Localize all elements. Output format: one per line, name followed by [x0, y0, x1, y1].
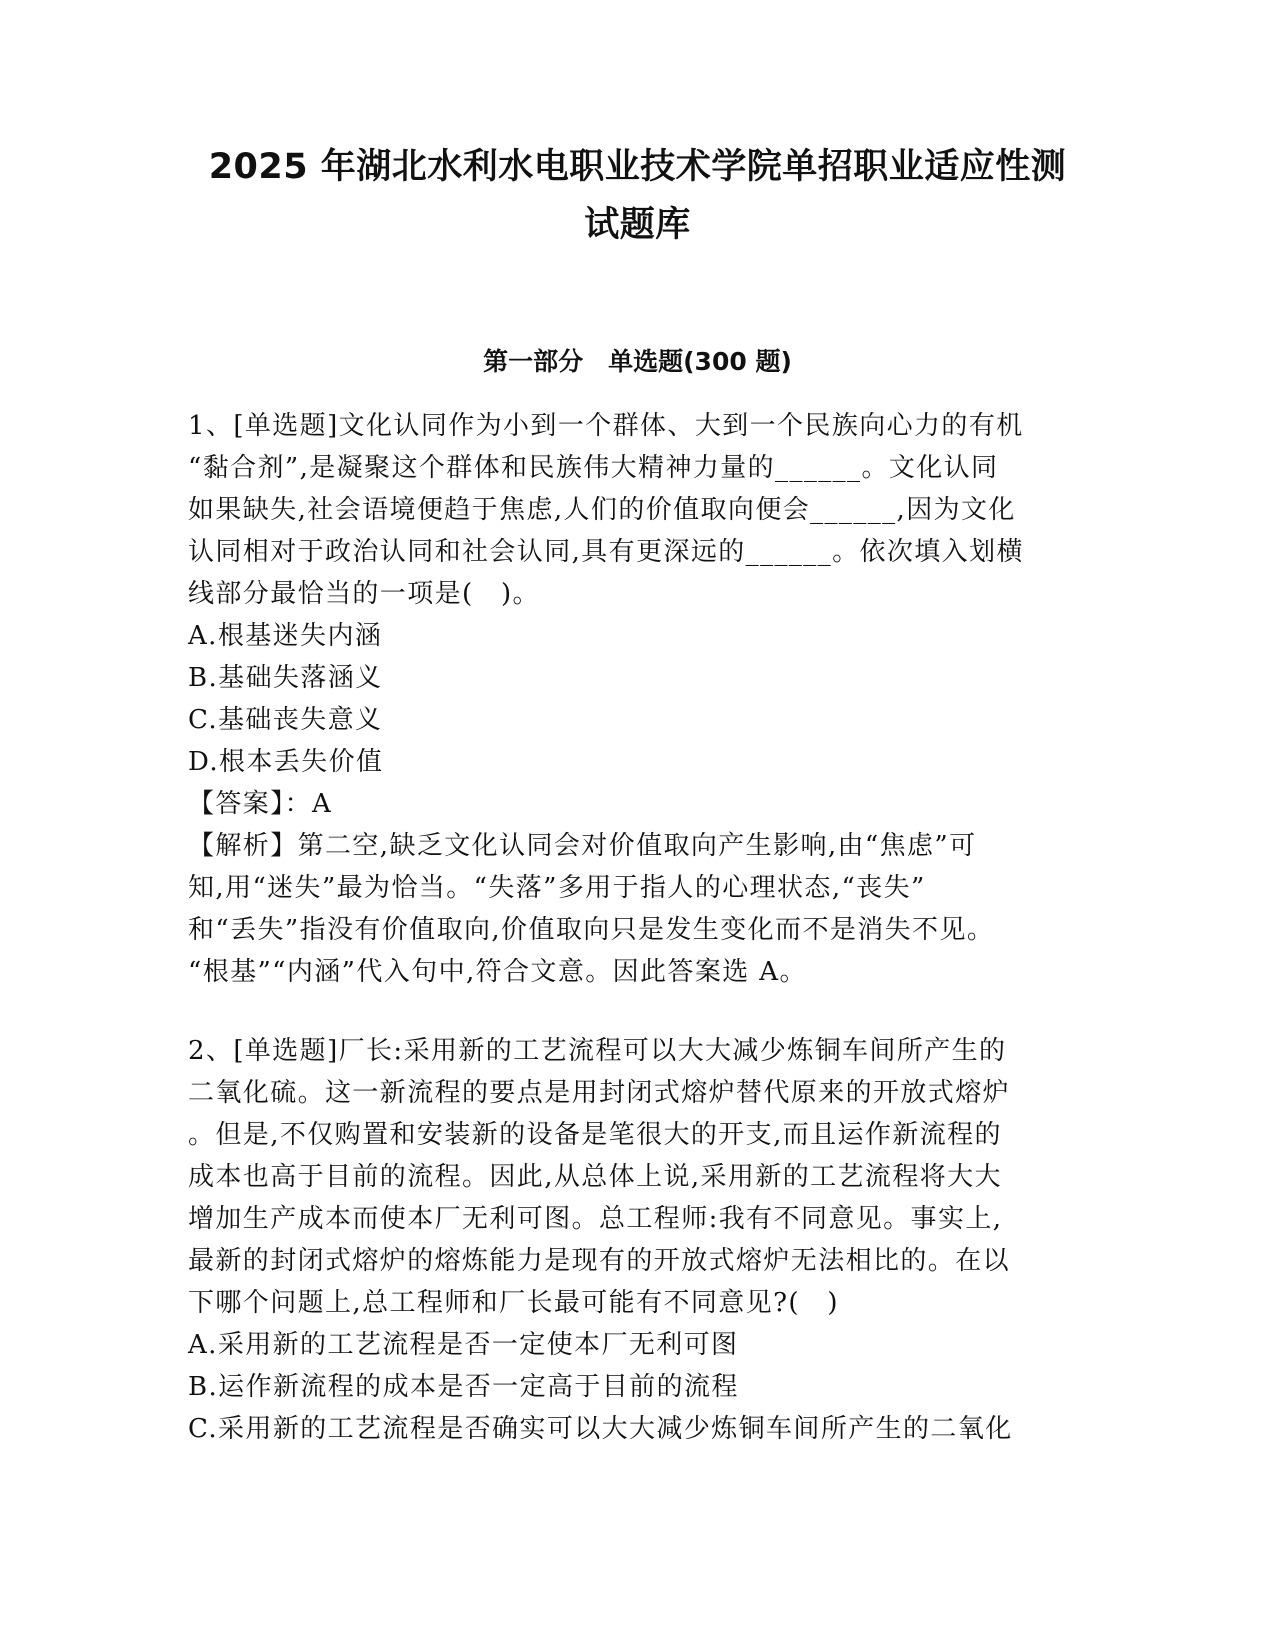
- question-1-analysis: [188, 825, 1073, 993]
- stem-line: “黏合剂”,是凝聚这个群体和民族伟大精神力量的______。文化认同: [188, 453, 999, 483]
- analysis-line: 和“丢失”指没有价值取向,价值取向只是发生变化而不是消失不见。: [188, 915, 995, 945]
- question-2-options: [188, 1324, 1073, 1450]
- stem-line: 下哪个问题上,总工程师和厂长最可能有不同意见?( ): [188, 1288, 839, 1318]
- option-b: B.基础失落涵义: [188, 663, 383, 693]
- stem-line: 认同相对于政治认同和社会认同,具有更深远的______。依次填入划横: [188, 537, 1024, 567]
- stem-line: 1、[单选题]文化认同作为小到一个群体、大到一个民族向心力的有机: [188, 411, 1024, 441]
- option-a: A.采用新的工艺流程是否一定使本厂无利可图: [188, 1330, 739, 1360]
- stem-line: 如果缺失,社会语境便趋于焦虑,人们的价值取向便会______,因为文化: [188, 495, 1016, 525]
- document-title: [150, 138, 1125, 254]
- title-line-2: 试题库: [584, 205, 691, 245]
- stem-line: 线部分最恰当的一项是( )。: [188, 579, 540, 609]
- option-d: D.根本丢失价值: [188, 747, 384, 777]
- option-b: B.运作新流程的成本是否一定高于目前的流程: [188, 1372, 739, 1402]
- stem-line: 增加生产成本而使本厂无利可图。总工程师:我有不同意见。事实上,: [188, 1204, 1003, 1234]
- question-1-answer: 【答案】：A: [188, 789, 333, 819]
- stem-line: 成本也高于目前的流程。因此,从总体上说,采用新的工艺流程将大大: [188, 1162, 1002, 1192]
- section-heading: 第一部分 单选题(300 题): [483, 347, 792, 376]
- question-2: [188, 1030, 1073, 1450]
- stem-line: 最新的封闭式熔炉的熔炼能力是现有的开放式熔炉无法相比的。在以: [188, 1246, 1011, 1276]
- question-1-options: [188, 615, 1073, 783]
- stem-line: 2、[单选题]厂长:采用新的工艺流程可以大大减少炼铜车间所产生的: [188, 1036, 1007, 1066]
- stem-line: 二氧化硫。这一新流程的要点是用封闭式熔炉替代原来的开放式熔炉: [188, 1078, 1011, 1108]
- analysis-line: 知,用“迷失”最为恰当。“失落”多用于指人的心理状态,“丧失”: [188, 873, 926, 903]
- question-2-stem: [188, 1030, 1073, 1324]
- analysis-line: “根基”“内涵”代入句中,符合文意。因此答案选 A。: [188, 957, 807, 987]
- stem-line: 。但是,不仅购置和安装新的设备是笔很大的开支,而且运作新流程的: [188, 1120, 1002, 1150]
- title-line-1: 2025 年湖北水利水电职业技术学院单招职业适应性测: [208, 147, 1067, 187]
- question-1: [188, 405, 1073, 993]
- analysis-line: 【解析】第二空,缺乏文化认同会对价值取向产生影响,由“焦虑”可: [188, 831, 977, 861]
- option-c: C.基础丧失意义: [188, 705, 383, 735]
- option-a: A.根基迷失内涵: [188, 621, 383, 651]
- question-1-stem: [188, 405, 1073, 615]
- option-c: C.采用新的工艺流程是否确实可以大大减少炼铜车间所产生的二氧化: [188, 1414, 1013, 1444]
